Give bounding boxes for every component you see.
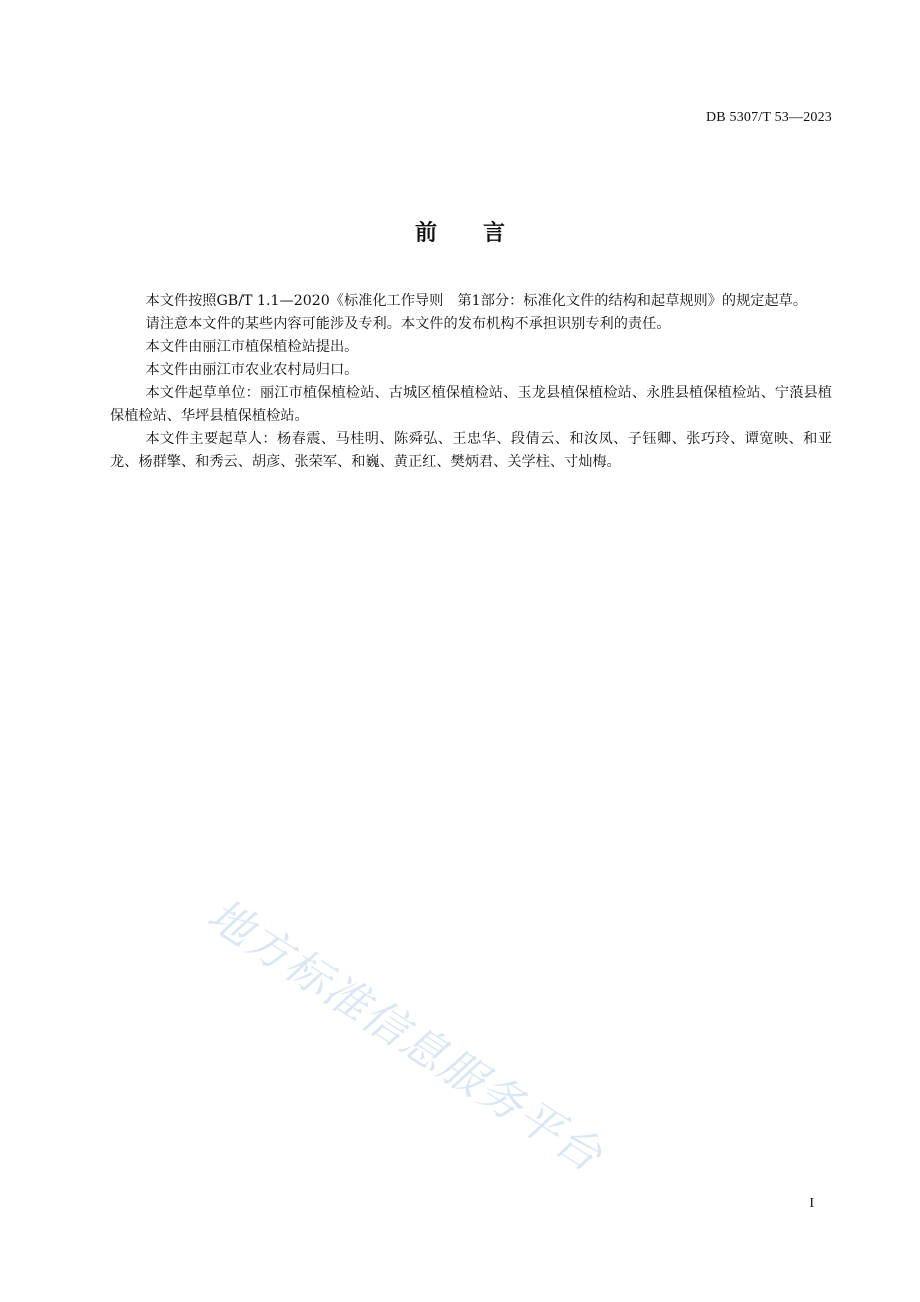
paragraph-drafting-rules: 本文件按照GB/T 1.1—2020《标准化工作导则 第1部分：标准化文件的结构和起草规则》的规定起草。 bbox=[145, 293, 808, 309]
page-number: I bbox=[809, 1196, 814, 1211]
paragraph-patent-notice: 请注意本文件的某些内容可能涉及专利。本文件的发布机构不承担识别专利的责任。 bbox=[145, 316, 671, 332]
paragraph-drafters: 本文件主要起草人：杨春震、马桂明、陈舜弘、王忠华、段倩云、和汝凤、子钰卿、张巧玲、谭宽映、和亚龙、杨群擎、和秀云、胡彦、张荣军、和巍、黄正红、樊炳君、关学柱、寸灿梅。 bbox=[110, 431, 832, 470]
foreword-body bbox=[110, 290, 832, 474]
paragraph-drafting-units: 本文件起草单位：丽江市植保植检站、古城区植保植检站、玉龙县植保植检站、永胜县植保植检站、宁蒗县植保植检站、华坪县植保植检站。 bbox=[110, 385, 832, 424]
paragraph-centralized-unit: 本文件由丽江市农业农村局归口。 bbox=[145, 362, 359, 378]
page-title bbox=[0, 216, 920, 247]
title-char-1: 前 bbox=[414, 221, 437, 246]
watermark: 地方标准信息服务平台 bbox=[198, 889, 612, 1183]
paragraph-proposer: 本文件由丽江市植保植检站提出。 bbox=[145, 339, 359, 355]
document-code: DB 5307/T 53—2023 bbox=[705, 110, 832, 125]
title-char-2: 言 bbox=[483, 221, 506, 246]
